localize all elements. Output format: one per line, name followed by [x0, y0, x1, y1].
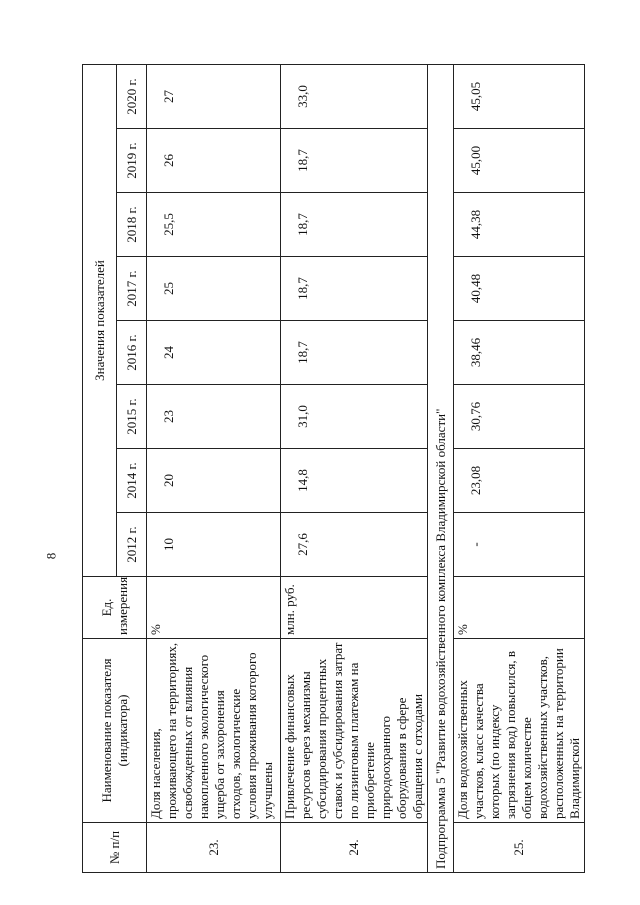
- subprogram-title: Подпрограмма 5 "Развитие водохозяйственного комплекса Владимирской области": [428, 64, 454, 872]
- indicator-name: Доля водохозяйственных участков, класс качества которых (по индексу загрязнения вод) повысился, в общем количестве водохозяйственных участков, расположенных на территории Владимирской: [454, 639, 585, 823]
- page-number: 8: [43, 552, 59, 560]
- header-name: Наименование показателя (индикатора): [83, 639, 147, 823]
- indicator-name: Доля населения, проживающего на территориях, освобожденных от влияния накопленного экологического ущерба от захоронения отходов, экологические условия проживания которого улучшены: [147, 639, 281, 823]
- value-cell: 33,0: [281, 64, 428, 128]
- header-values: Значения показателей: [83, 64, 117, 576]
- header-year: 2012 г.: [117, 513, 147, 577]
- value-cell: 45,05: [454, 64, 585, 128]
- value-cell: 31,0: [281, 385, 428, 449]
- value-cell: 10: [147, 513, 281, 577]
- value-cell: 30,76: [454, 385, 585, 449]
- value-cell: 18,7: [281, 257, 428, 321]
- rotated-page: [82, 65, 582, 873]
- value-cell: 23: [147, 385, 281, 449]
- table-row: [454, 64, 585, 872]
- row-number: 25.: [454, 823, 585, 873]
- indicator-unit: %: [147, 577, 281, 639]
- header-year: 2015 г.: [117, 385, 147, 449]
- indicator-unit: млн. руб.: [281, 577, 428, 639]
- value-cell: 23,08: [454, 449, 585, 513]
- row-number: 24.: [281, 823, 428, 873]
- value-cell: 18,7: [281, 321, 428, 385]
- value-cell: 18,7: [281, 129, 428, 193]
- indicators-table: [82, 64, 585, 873]
- value-cell: -: [454, 513, 585, 577]
- value-cell: 38,46: [454, 321, 585, 385]
- header-num: № п/п: [83, 823, 147, 873]
- indicator-name: Привлечение финансовых ресурсов через механизмы субсидирования процентных ставок и субсидирования затрат по лизинговым платежам на приобретение природоохранного оборудования в сфере обращения с отходами: [281, 639, 428, 823]
- value-cell: 27: [147, 64, 281, 128]
- header-year: 2014 г.: [117, 449, 147, 513]
- row-number: 23.: [147, 823, 281, 873]
- value-cell: 25: [147, 257, 281, 321]
- header-year: 2017 г.: [117, 257, 147, 321]
- value-cell: 18,7: [281, 193, 428, 257]
- indicator-unit: %: [454, 577, 585, 639]
- value-cell: 20: [147, 449, 281, 513]
- value-cell: 26: [147, 129, 281, 193]
- table-row: [281, 64, 428, 872]
- value-cell: 24: [147, 321, 281, 385]
- header-year: 2018 г.: [117, 193, 147, 257]
- header-year: 2019 г.: [117, 129, 147, 193]
- value-cell: 45,00: [454, 129, 585, 193]
- value-cell: 14,8: [281, 449, 428, 513]
- value-cell: 44,38: [454, 193, 585, 257]
- subprogram-row: [428, 64, 454, 872]
- header-year: 2020 г.: [117, 64, 147, 128]
- table-row: [147, 64, 281, 872]
- value-cell: 25,5: [147, 193, 281, 257]
- header-unit: Ед. измерения: [83, 577, 147, 639]
- value-cell: 27,6: [281, 513, 428, 577]
- header-year: 2016 г.: [117, 321, 147, 385]
- value-cell: 40,48: [454, 257, 585, 321]
